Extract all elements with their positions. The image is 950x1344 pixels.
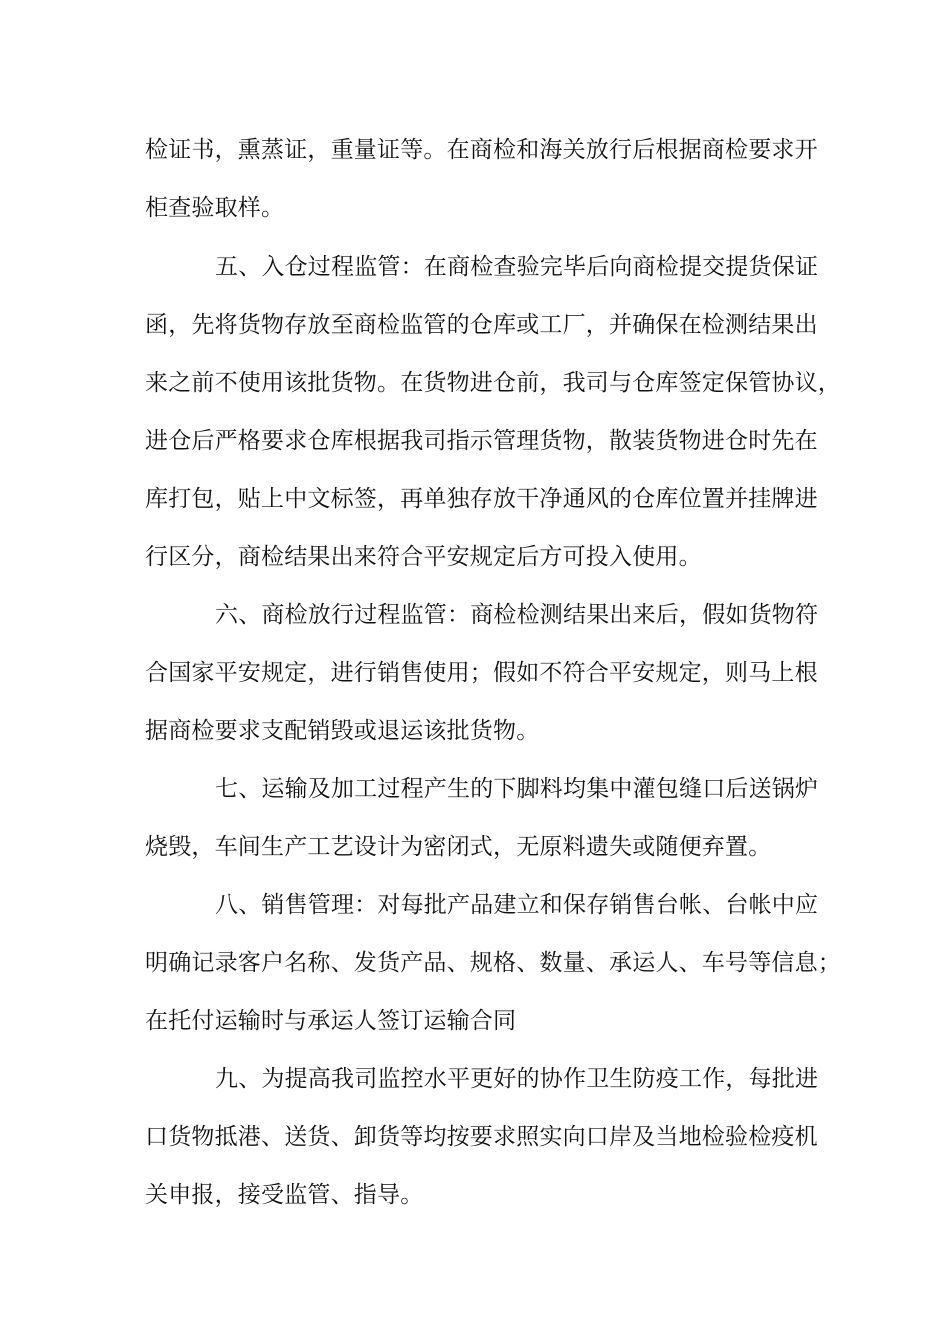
- text-line: 函，先将货物存放至商检监管的仓库或工厂，并确保在检测结果出: [145, 312, 818, 338]
- text-line: 烧毁，车间生产工艺设计为密闭式，无原料遗失或随便弃置。: [145, 834, 772, 860]
- text-line: 明确记录客户名称、发货产品、规格、数量、承运人、车号等信息；: [145, 950, 841, 976]
- paragraph-six-heading: 六、商检放行过程监管：商检检测结果出来后，假如货物符: [215, 602, 819, 628]
- text-line: 关申报，接受监管、指导。: [145, 1182, 424, 1208]
- text-line: 检证书，熏蒸证，重量证等。在商检和海关放行后根据商检要求开: [145, 137, 818, 163]
- text-line: 合国家平安规定，进行销售使用；假如不符合平安规定，则马上根: [145, 660, 818, 686]
- text-line: 行区分，商检结果出来符合平安规定后方可投入使用。: [145, 544, 702, 570]
- text-line: 柜查验取样。: [145, 195, 285, 221]
- paragraph-five-heading: 五、入仓过程监管：在商检查验完毕后向商检提交提货保证: [215, 254, 819, 280]
- text-line: 库打包，贴上中文标签，再单独存放干净通风的仓库位置并挂牌进: [145, 486, 818, 512]
- text-line: 口货物抵港、送货、卸货等均按要求照实向口岸及当地检验检疫机: [145, 1124, 818, 1150]
- paragraph-seven-heading: 七、运输及加工过程产生的下脚料均集中灌包缝口后送锅炉: [215, 776, 819, 802]
- text-line: 据商检要求支配销毁或退运该批货物。: [145, 718, 540, 744]
- text-line: 在托付运输时与承运人签订运输合同: [145, 1008, 517, 1034]
- text-line: 来之前不使用该批货物。在货物进仓前，我司与仓库签定保管协议，: [145, 370, 841, 396]
- text-line: 进仓后严格要求仓库根据我司指示管理货物，散装货物进仓时先在: [145, 428, 818, 454]
- paragraph-eight-heading: 八、销售管理：对每批产品建立和保存销售台帐、台帐中应: [215, 892, 819, 918]
- paragraph-nine-heading: 九、为提高我司监控水平更好的协作卫生防疫工作，每批进: [215, 1066, 819, 1092]
